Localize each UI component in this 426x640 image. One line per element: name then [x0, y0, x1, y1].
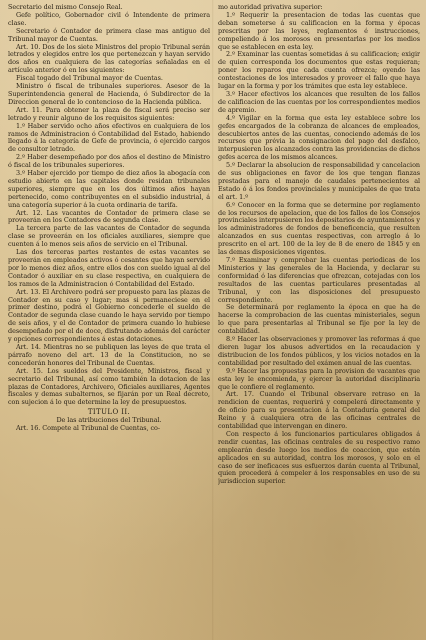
right-column-paragraph-5: 4.º Vigilar en la forma que esta ley establece sobre los gefes encargados de la cobranza de alcances de empleados, descubiertos antes de las cuentas, conociendo además de los recursos que prévia la consignacion del pago del desfalco, interpusieren los alcanzados contra las providencias de dichos gefes acerca de los mismos alcances.: [218, 113, 420, 162]
left-column-paragraph-19: Art. 16. Compete al Tribunal de Cuentas, co-: [16, 424, 160, 433]
right-column-paragraph-9: Se determinará por reglamento la época en que ha de hacerse la comprobacion de las cuentas ministeriales, segun lo que para presentarlas al Tribunal se fije por la ley de contabilidad.: [218, 303, 420, 336]
left-column-paragraph-11: Art. 12. Las vacantes de Contador de primera clase se proveerán en los Contadores de segunda clase.: [8, 208, 210, 225]
right-column-paragraph-1: mo autoridad privativa superior:: [218, 4, 323, 11]
right-column-paragraph-4: 3.º Hacer efectivos los alcances que resulten de los fallos de calificacion de las cuentas por los correspondientes medios de apremio.: [218, 89, 420, 114]
right-column-paragraph-13: Con respecto á los funcionarios particulares obligados á rendir cuentas, las oficinas centrales de su respectivo ramo emplearán desde luego los medios de coaccion, que estén aplicados en su autoridad, contra los morosos, y solo en el caso de ser ineficaces sus esfuerzos darán cuenta al Tribunal, quien procederá á compeler á los responsables en uso de su jurisdiccion superior.: [218, 429, 420, 486]
left-column-paragraph-15: Art. 14. Mientras no se publiquen las leyes de que trata el párrafo noveno del art. 13 de la Constitucion, no se concederán honores del Tribunal de Cuentas.: [8, 342, 210, 367]
left-column-paragraph-13: Las dos terceras partes restantes de estas vacantes se proveerán en empleados activos ó cesantes que hayan servido por lo menos diez años, entre ellos dos con sueldo igual al del Contador ó auxiliar en su clase respectiva, en cualquiera de los ramos de la Administracion ó Contabilidad del Estado.: [8, 248, 210, 288]
right-column-paragraph-10: 8.º Hacer las observaciones y promover las reformas á que dieren lugar los abusos advertidos en la recaudacion y distribucion de los fondos públicos, y los vicios notados en la contabilidad por resultado del exámen anual de las cuentas.: [218, 335, 420, 367]
right-column-paragraph-2: 1.º Requerir la presentacion de todas las cuentas que deban someterse á su calificacion en la forma y épocas prescritas por las leyes, reglamentos é instrucciones, compeliendo á los morosos en presentarlas por los medios que se establecen en esta ley.: [218, 10, 420, 51]
right-column-paragraph-6: 5.º Declarar la absolucion de responsabilidad y cancelacion de sus obligaciones en favor de los que tengan fianzas prestadas para el manejo de caudales pertenecientes al Estado ó á los fondos provinciales y municipales de que trata el art. 1.º: [218, 161, 420, 201]
right-column-paragraph-11: 9.º Hacer las propuestas para la provision de vacantes que esta ley le encomienda, y ejercer la autoridad disciplinaria que le confiere el reglamento.: [218, 366, 420, 391]
left-column-paragraph-10: 3.º Haber ejercido por tiempo de diez años la abogacía con estudio abierto en las capitales donde residan tribunales superiores, siempre que en los dos últimos años hayan pertenecido, como contribuyentes en el subsidio industrial, á una categoría superior á la cuota ordinaria de tarifa.: [8, 169, 210, 209]
left-column-paragraph-5: Fiscal togado del Tribunal mayor de Cuentas.: [16, 74, 163, 83]
left-column-paragraph-17: TITULO II.: [87, 408, 131, 417]
right-column-paragraph-7: 6.º Conocer en la forma que se determine por reglamento de los recursos de apelacion, que de los fallos de los Consejos provinciales interpusieren los depositarios de ayuntamientos y los administradores de fondos de beneficencia, que resulten alcanzados en sus cuentas respectivas, con arreglo á lo prescrito en el art. 100 de la ley de 8 de enero de 1845 y en las demas disposiciones vigentes.: [218, 200, 420, 257]
left-column-paragraph-16: Art. 15. Los sueldos del Presidente, Ministros, fiscal y secretario del Tribunal, así como también la dotacion de las plazas de Contadores, Archivero, Oficiales auxiliares, Agentes fiscales y demas subalternos, se fijarán por un Real decreto, con sujecion á lo que determine la ley de presupuestos.: [8, 366, 210, 407]
left-column-paragraph-2: Gefe político, Gobernador civil ó Intendente de primera clase.: [8, 10, 210, 27]
left-column: [8, 4, 210, 640]
right-column: [218, 4, 420, 640]
text-columns: [8, 4, 420, 640]
left-column-paragraph-9: 2.º Haber desempeñado por dos años el destino de Ministro ó fiscal de los tribunales superiores.: [8, 153, 210, 170]
left-column-paragraph-4: Art. 10. Dos de los siete Ministros del propio Tribunal serán letrados y elegidos entre los que pertenezcan y hayan servido dos años en cualquiera de las categorías señaladas en el artículo anterior ó en los siguientes:: [8, 42, 210, 75]
right-column-paragraph-3: 2.º Examinar las cuentas sometidas á su calificacion; exigir de quien corresponda los documentos que estas requieran; poner los reparos que cada cuenta ofrezca; oyendo las contestaciones de los interesados y proveer el fallo que haya lugar en la forma y por los trámites que esta ley establece.: [218, 50, 420, 91]
left-column-paragraph-18: De las atribuciones del Tribunal.: [56, 416, 162, 425]
left-column-paragraph-12: La tercera parte de las vacantes de Contador de segunda clase se proveerán en los oficiales auxiliares, siempre que cuenten á lo menos seis años de servicio en el Tribunal.: [8, 224, 210, 249]
right-column-paragraph-12: Art. 17. Cuando el Tribunal observare retraso en la rendicion de cuentas, requerirá y compelerá directamente y de oficio para su presentacion á la Contaduría general del Reino y á cualquiera otra de las oficinas centrales de contabilidad que intervengan en dinero.: [218, 390, 420, 431]
right-column-paragraph-8: 7.º Examinar y comprobar las cuentas periodicas de los Ministerios y las generales de la Hacienda, y declarar su conformidad ó las diferencias que ofrezcan, cotejadas con los resultados de las cuentas particulares presentadas al Tribunal, y con las disposiciones del presupuesto correspondiente.: [218, 256, 420, 304]
left-column-paragraph-3: Secretario ó Contador de primera clase mas antiguo del Tribunal mayor de Cuentas.: [8, 26, 210, 43]
left-column-paragraph-6: Ministro ó fiscal de tribunales superiores. Asesor de la Superintendencia general de Hacienda, ó Subdirector de la Direccion general de lo contencioso de la Hacienda pública.: [8, 82, 210, 106]
left-column-paragraph-8: 1.º Haber servido ocho años efectivos en cualquiera de los ramos de Administracion ó Contabilidad del Estado, habiendo llegado á la categoría de Gefe de provincia, ó ejercido cargos de consultor letrado.: [8, 121, 210, 154]
left-column-paragraph-14: Art. 13. El Archivero podrá ser propuesto para las plazas de Contador en su caso y lugar; mas si permaneciese en el primer destino, podrá el Gobierno concederle el sueldo de Contador de segunda clase cuando le haya servido por tiempo de seis años, y el de Contador de primera cuando lo hubiese desempeñado por el de doce, disfrutando además del carácter y opciones correspondientes á estas dotaciones.: [8, 287, 210, 344]
left-column-paragraph-1: Secretario del mismo Consejo Real.: [8, 4, 123, 11]
left-column-paragraph-7: Art. 11. Para obtener la plaza de fiscal será preciso ser letrado y reunir alguno de los requisitos siguientes:: [8, 105, 210, 122]
